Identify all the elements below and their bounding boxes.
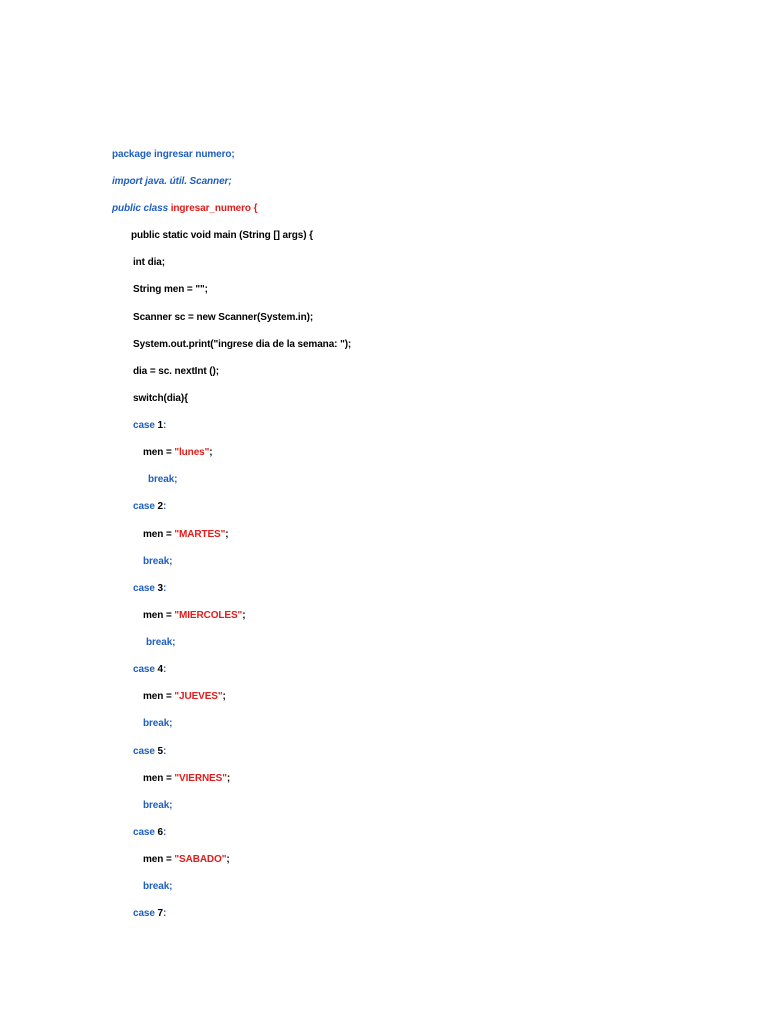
code-line [133, 827, 166, 839]
code-line [112, 203, 257, 215]
code-token: case [133, 908, 158, 919]
code-token: import java. útil. Scanner; [112, 176, 232, 187]
code-token: Scanner sc = new Scanner(System.in); [133, 312, 314, 323]
code-token: men = [143, 773, 175, 784]
code-line [133, 257, 165, 269]
code-line [133, 284, 208, 296]
code-token: public static void main (String [] args) { [131, 230, 313, 241]
code-token: ; [226, 854, 230, 865]
code-token: "SABADO" [174, 854, 227, 865]
code-line [143, 556, 172, 568]
code-token: switch(dia){ [133, 393, 188, 404]
code-token: 6 [157, 827, 163, 838]
code-line [133, 583, 166, 595]
code-line [143, 718, 172, 730]
code-line [148, 474, 177, 486]
code-line [133, 312, 313, 324]
code-token: : [163, 664, 167, 675]
code-line [143, 800, 172, 812]
code-token: dia = sc. nextInt (); [133, 366, 219, 377]
code-token: men = [143, 691, 175, 702]
code-token: break; [143, 800, 173, 811]
code-line [112, 176, 232, 188]
code-token: System.out.print("ingrese dia de la semana: "); [133, 339, 352, 350]
code-line [131, 230, 313, 242]
code-token: break; [143, 556, 173, 567]
code-token: ; [225, 529, 229, 540]
code-token: ; [222, 691, 226, 702]
code-token: 4 [157, 664, 163, 675]
code-token: ; [226, 773, 231, 784]
code-line [143, 854, 230, 866]
code-line [143, 529, 229, 541]
code-token: int dia; [133, 257, 165, 268]
code-token: public class [112, 203, 171, 214]
code-token: 5 [157, 746, 163, 757]
code-line [133, 366, 219, 378]
code-line [133, 393, 188, 405]
code-token: case [133, 420, 158, 431]
code-line [133, 746, 166, 758]
code-line [112, 149, 235, 161]
code-line [143, 447, 213, 459]
code-token: : [163, 583, 167, 594]
code-token: break; [148, 474, 178, 485]
code-line [133, 908, 166, 920]
code-token: case [133, 664, 158, 675]
code-token: 1 [157, 420, 163, 431]
code-line [133, 420, 166, 432]
code-token: "lunes" [174, 447, 210, 458]
code-token: case [133, 501, 158, 512]
code-token: men = [143, 447, 175, 458]
code-line [133, 339, 351, 351]
code-token: case [133, 827, 158, 838]
code-token: : [163, 908, 167, 919]
code-token: 7 [157, 908, 163, 919]
code-token: men = [143, 529, 175, 540]
code-token: : [163, 501, 167, 512]
code-line [143, 691, 226, 703]
code-token: "MARTES" [174, 529, 226, 540]
code-token: 2 [157, 501, 163, 512]
code-line [143, 773, 230, 785]
code-token: ingresar_numero { [170, 203, 258, 214]
code-token: men = [143, 854, 175, 865]
code-token: 3 [157, 583, 163, 594]
code-line [146, 637, 175, 649]
code-token: : [163, 746, 167, 757]
code-token: String men = ""; [133, 284, 208, 295]
code-token: break; [143, 718, 173, 729]
code-token: case [133, 746, 158, 757]
code-token: case [133, 583, 158, 594]
code-token: men = [143, 610, 175, 621]
code-token: "JUEVES" [174, 691, 223, 702]
code-token: "VIERNES" [174, 773, 227, 784]
code-token: : [163, 827, 167, 838]
code-token: "MIERCOLES" [174, 610, 243, 621]
code-line [143, 610, 245, 622]
code-token: ; [209, 447, 213, 458]
code-token: break; [146, 637, 176, 648]
code-token: package ingresar numero; [112, 149, 235, 160]
code-line [143, 881, 172, 893]
code-token: break; [143, 881, 173, 892]
code-line [133, 501, 166, 513]
code-line [133, 664, 166, 676]
code-token: : [163, 420, 167, 431]
code-token: ; [242, 610, 246, 621]
